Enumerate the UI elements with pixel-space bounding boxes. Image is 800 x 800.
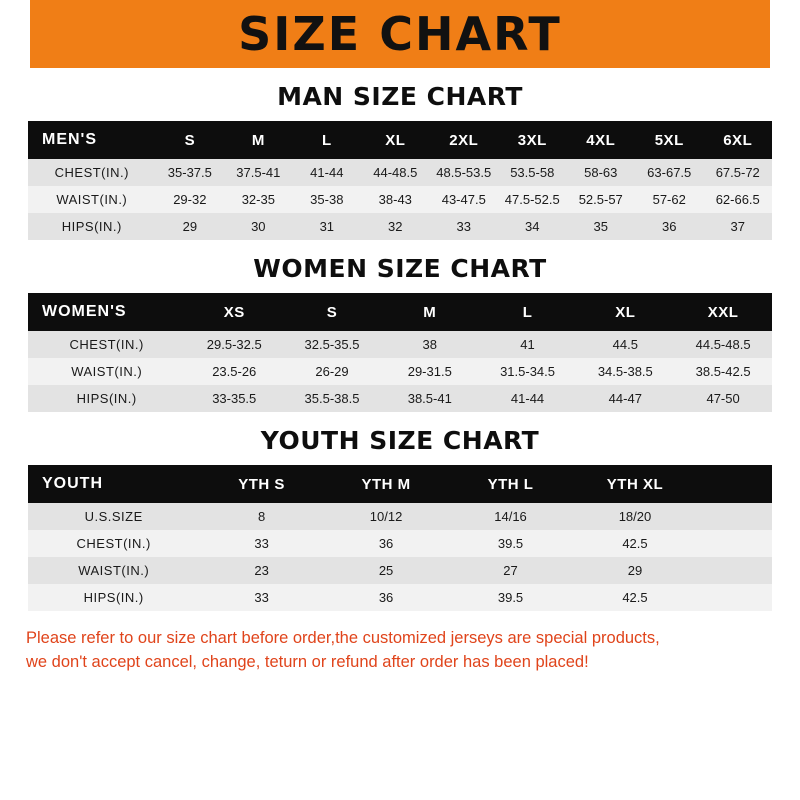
cell: 18/20 [573, 503, 697, 530]
cell: 25 [324, 557, 448, 584]
table-row [28, 530, 772, 557]
col-header-0: WOMEN'S [28, 293, 185, 331]
table-man-body [28, 159, 772, 240]
col-header-3: YTH L [448, 465, 572, 503]
cell: 29-32 [156, 186, 224, 213]
col-header-2: M [224, 121, 292, 159]
col-header-6: 3XL [498, 121, 566, 159]
cell: 43-47.5 [430, 186, 498, 213]
table-row [28, 159, 772, 186]
col-header-7: 4XL [567, 121, 635, 159]
col-header-2: S [283, 293, 381, 331]
cell: 8 [199, 503, 323, 530]
section-title-women: WOMEN SIZE CHART [253, 254, 547, 283]
cell: 47-50 [674, 385, 772, 412]
section-title-man: MAN SIZE CHART [277, 82, 523, 111]
row-label: WAIST(IN.) [28, 557, 199, 584]
cell: 32-35 [224, 186, 292, 213]
col-header-1: XS [185, 293, 283, 331]
table-row [28, 213, 772, 240]
cell: 23 [199, 557, 323, 584]
col-header-2: YTH M [324, 465, 448, 503]
cell: 42.5 [573, 584, 697, 611]
cell: 47.5-52.5 [498, 186, 566, 213]
cell: 44-47 [576, 385, 674, 412]
table-women [28, 293, 772, 412]
section-man [28, 82, 772, 240]
col-header-1: YTH S [199, 465, 323, 503]
cell: 38.5-42.5 [674, 358, 772, 385]
table-row [28, 331, 772, 358]
cell: 53.5-58 [498, 159, 566, 186]
table-row [28, 503, 772, 530]
section-title-youth: YOUTH SIZE CHART [260, 426, 540, 455]
cell: 52.5-57 [567, 186, 635, 213]
cell: 33 [199, 530, 323, 557]
col-header-3: L [293, 121, 361, 159]
cell: 63-67.5 [635, 159, 703, 186]
cell: 38-43 [361, 186, 429, 213]
col-header-4: XL [361, 121, 429, 159]
cell: 42.5 [573, 530, 697, 557]
col-header-9: 6XL [703, 121, 772, 159]
cell: 35-38 [293, 186, 361, 213]
table-man-head [28, 121, 772, 159]
table-man [28, 121, 772, 240]
cell: 26-29 [283, 358, 381, 385]
cell: 31.5-34.5 [479, 358, 577, 385]
cell: 33 [199, 584, 323, 611]
cell: 67.5-72 [703, 159, 772, 186]
col-header-4: YTH XL [573, 465, 697, 503]
cell: 48.5-53.5 [430, 159, 498, 186]
col-header-5: 2XL [430, 121, 498, 159]
cell: 38 [381, 331, 479, 358]
cell: 36 [324, 584, 448, 611]
col-header-0: YOUTH [28, 465, 199, 503]
col-header-5: XL [576, 293, 674, 331]
cell-spacer [697, 557, 772, 584]
table-row [28, 557, 772, 584]
table-youth-body [28, 503, 772, 611]
row-label: HIPS(IN.) [28, 385, 185, 412]
cell-spacer [697, 530, 772, 557]
cell: 32.5-35.5 [283, 331, 381, 358]
cell: 29 [573, 557, 697, 584]
row-label: WAIST(IN.) [28, 186, 156, 213]
cell: 36 [324, 530, 448, 557]
cell: 44-48.5 [361, 159, 429, 186]
col-header-8: 5XL [635, 121, 703, 159]
col-header-3: M [381, 293, 479, 331]
row-label: HIPS(IN.) [28, 213, 156, 240]
row-label: CHEST(IN.) [28, 331, 185, 358]
table-row [28, 358, 772, 385]
cell: 31 [293, 213, 361, 240]
cell: 29 [156, 213, 224, 240]
page-title: SIZE CHART [238, 7, 562, 61]
footer-note-line-1: Please refer to our size chart before order,the customized jerseys are special products, [26, 629, 660, 647]
cell-spacer [697, 503, 772, 530]
table-header-row [28, 293, 772, 331]
band-right-notch [770, 0, 800, 68]
col-header-spacer [697, 465, 772, 503]
header-band [0, 0, 800, 68]
cell: 34 [498, 213, 566, 240]
cell: 38.5-41 [381, 385, 479, 412]
col-header-4: L [479, 293, 577, 331]
cell: 35-37.5 [156, 159, 224, 186]
section-women [28, 254, 772, 412]
cell: 35.5-38.5 [283, 385, 381, 412]
content [0, 82, 800, 611]
cell: 10/12 [324, 503, 448, 530]
col-header-6: XXL [674, 293, 772, 331]
table-row [28, 385, 772, 412]
cell: 32 [361, 213, 429, 240]
table-youth [28, 465, 772, 611]
cell: 29.5-32.5 [185, 331, 283, 358]
table-row [28, 186, 772, 213]
cell-spacer [697, 584, 772, 611]
cell: 41-44 [293, 159, 361, 186]
cell: 23.5-26 [185, 358, 283, 385]
cell: 29-31.5 [381, 358, 479, 385]
row-label: U.S.SIZE [28, 503, 199, 530]
cell: 27 [448, 557, 572, 584]
cell: 41-44 [479, 385, 577, 412]
row-label: CHEST(IN.) [28, 159, 156, 186]
cell: 44.5-48.5 [674, 331, 772, 358]
cell: 57-62 [635, 186, 703, 213]
table-row [28, 584, 772, 611]
row-label: HIPS(IN.) [28, 584, 199, 611]
col-header-1: S [156, 121, 224, 159]
table-women-body [28, 331, 772, 412]
cell: 37 [703, 213, 772, 240]
cell: 37.5-41 [224, 159, 292, 186]
table-youth-head [28, 465, 772, 503]
cell: 34.5-38.5 [576, 358, 674, 385]
cell: 44.5 [576, 331, 674, 358]
cell: 35 [567, 213, 635, 240]
cell: 33 [430, 213, 498, 240]
cell: 58-63 [567, 159, 635, 186]
row-label: WAIST(IN.) [28, 358, 185, 385]
footer-note [0, 627, 800, 675]
table-women-head [28, 293, 772, 331]
cell: 14/16 [448, 503, 572, 530]
cell: 39.5 [448, 584, 572, 611]
band-left-notch [0, 0, 30, 68]
col-header-0: MEN'S [28, 121, 156, 159]
cell: 33-35.5 [185, 385, 283, 412]
row-label: CHEST(IN.) [28, 530, 199, 557]
footer-note-line-2: we don't accept cancel, change, teturn or refund after order has been placed! [26, 652, 589, 671]
table-header-row [28, 121, 772, 159]
cell: 62-66.5 [703, 186, 772, 213]
cell: 36 [635, 213, 703, 240]
section-youth [28, 426, 772, 611]
cell: 39.5 [448, 530, 572, 557]
table-header-row [28, 465, 772, 503]
cell: 30 [224, 213, 292, 240]
cell: 41 [479, 331, 577, 358]
